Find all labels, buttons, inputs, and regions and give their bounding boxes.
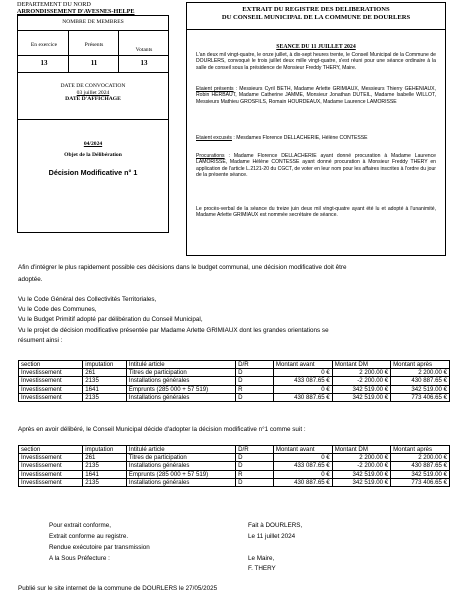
presents-paragraph [196,86,436,105]
table-cell: 1641 [83,385,126,393]
table-header-cell: imputation [83,446,126,454]
col-votants: Votants [135,47,153,53]
table-cell: Investissement [19,377,83,385]
table-cell: 342 519.00 € [332,478,390,486]
col-presents: Présents [84,42,104,48]
table-cell: 2 200.00 € [391,369,450,377]
dm-table-1 [18,360,450,402]
divider [18,72,168,73]
table-header-cell: Montant après [391,446,450,454]
table-cell: 342 519.00 € [391,470,450,478]
table-cell: D [236,369,274,377]
table-row [19,470,450,478]
pv-paragraph: Le procès-verbal de la séance du treize juin deux mil vingt-quatre ayant été lu et adopté à l'unanimité, Madame Arlette GRIMIAUX est nommée secrétaire de séance. [196,206,436,219]
after-text: Après en avoir délibéré, le Conseil Municipal décide d'adopter la décision modificative n°1 comme suit : [18,426,306,433]
table-cell: 0 € [273,470,332,478]
presents-text: : Messieurs Cyril BETH, Madame Arlette GRIMIAUX, Messieurs Thierry GEHENIAUX, Robin HERBAUT, Madame Catherine JAMME, Monsieur Jonathan DUTEIL, Madame Isabelle WILLOT, Messieurs Mathieu GROSFILS, Romain HOURDEAUX, Madame Laurence LAMORISSE [196,86,436,105]
table-cell: D [236,393,274,401]
table-cell: 2 200.00 € [391,454,450,462]
table-cell: 0 € [273,369,332,377]
table-header-cell: Montant DM [332,446,390,454]
table-cell: Investissement [19,462,83,470]
table-cell: 1641 [83,470,126,478]
department-name: DEPARTEMENT DU NORD [17,1,91,8]
table-cell: Installations générales [126,377,235,385]
table-header-row [19,446,450,454]
vu-line-4b: résument ainsi : [18,337,63,344]
vu-line-1: Vu le Code Général des Collectivités Territoriales, [18,296,157,303]
table-cell: 0 € [273,454,332,462]
table-row [19,462,450,470]
table-cell: 773 406.65 € [391,393,450,401]
table-cell: 261 [83,454,126,462]
table-cell: 261 [83,369,126,377]
excuses-paragraph [196,135,436,141]
procurations-paragraph [196,153,436,179]
delib-number: 04/2024 [83,141,103,147]
members-box [17,15,169,233]
extract-title-line1: EXTRAIT DU REGISTRE DES DELIBERATIONS [242,6,390,13]
divider [18,55,168,56]
table-cell: 430 887.65 € [391,462,450,470]
table-header-cell: Montant avant [273,361,332,369]
table-cell: Investissement [19,393,83,401]
table-cell: Investissement [19,470,83,478]
table-cell: Emprunts (285 000 + 57 519) [126,470,235,478]
footer-right-3: Le Maire, [248,555,275,562]
divider [186,29,446,30]
table-cell: 433 087.65 € [273,377,332,385]
table-cell: 342 519.00 € [391,385,450,393]
table-header-cell: imputation [83,361,126,369]
val-presents: 11 [90,59,98,67]
table-cell: 433 087.65 € [273,462,332,470]
table-header-cell: section [19,446,83,454]
objet-label: Objet de la Délibération [64,152,122,158]
table-cell: -2 200.00 € [332,462,390,470]
extract-title [190,6,442,22]
table-cell: 342 519.00 € [332,385,390,393]
footer-left-3: Rendue exécutoire par transmission [49,544,150,551]
intro-line-1: Afin d'intégrer le plus rapidement possible ces décisions dans le budget communal, une décision modificative doit être [18,264,347,271]
convocation-label: DATE DE CONVOCATION [60,83,126,89]
table-cell: Investissement [19,454,83,462]
table-cell: Installations générales [126,478,235,486]
footer-right-4: F. THERY [248,565,276,572]
table-row [19,393,450,401]
arrondissement-name: ARRONDISSEMENT D'AVESNES-HELPE [17,7,135,15]
table-cell: 2 200.00 € [332,454,390,462]
table-cell: 2135 [83,462,126,470]
col-en-exercice: En exercice [30,42,58,48]
table-cell: 2135 [83,377,126,385]
vu-line-3: Vu le Budget Primitif adopté par délibération du Conseil Municipal, [18,316,203,323]
table-header-cell: Intitulé article [126,361,235,369]
val-en-exercice: 13 [40,59,48,67]
footer-left-2: Extrait conforme au registre. [49,533,129,540]
footer-right-2: Le 11 juillet 2024 [248,533,296,540]
table-cell: R [236,470,274,478]
table-row [19,454,450,462]
table-cell: -2 200.00 € [332,377,390,385]
objet-value: Décision Modificative n° 1 [48,168,138,177]
published-note: Publié sur le site internet de la commune de DOURLERS le 27/05/2025 [18,585,218,592]
table-header-cell: D/R [236,446,274,454]
table-cell: Titres de participation [126,369,235,377]
table-cell: D [236,478,274,486]
vu-line-4: Vu le projet de décision modificative présentée par Madame Arlette GRIMIAUX dont les grandes orientations se [18,327,329,334]
table-cell: Titres de participation [126,454,235,462]
table-cell: 2135 [83,393,126,401]
table-row [19,385,450,393]
intro-line-2: adoptée. [18,276,43,283]
table-row [19,377,450,385]
vu-line-2: Vu le Code des Communes, [18,306,97,313]
seance-title: SEANCE DU 11 JUILLET 2024 [276,44,356,50]
extract-title-line2: DU CONSEIL MUNICIPAL DE LA COMMUNE DE DOURLERS [221,14,411,21]
presents-label: Etaient présents [196,86,234,92]
footer-left-4: A la Sous Préfecture : [49,555,110,562]
table-header-cell: D/R [236,361,274,369]
table-cell: Investissement [19,385,83,393]
table-cell: Installations générales [126,462,235,470]
divider [68,30,69,72]
table-cell: 342 519.00 € [332,470,390,478]
table-cell: Investissement [19,478,83,486]
table-header-cell: Montant avant [273,446,332,454]
members-title: NOMBRE DE MEMBRES [62,19,124,25]
val-votants: 13 [140,59,148,67]
table-cell: 2135 [83,478,126,486]
intro-paragraph: L'an deux mil vingt-quatre, le onze juillet, à dix-sept heures trente, le Conseil Municipal de la Commune de DOURLERS, convoqué le trois juillet deux mille vingt-quatre, s'est réuni pour une séance ordinaire à la salle de conseil sous la présidence de Monsieur Freddy THERY, Maire. [196,52,436,71]
table-cell: 430 887.65 € [391,377,450,385]
table-cell: 342 519.00 € [332,393,390,401]
table-cell: D [236,462,274,470]
convocation-date: 03 juillet 2024 [76,90,110,96]
affichage-label: DATE D'AFFICHAGE [65,96,121,102]
table-cell: D [236,454,274,462]
table-cell: 430 887.65 € [273,393,332,401]
table-cell: Investissement [19,369,83,377]
divider [18,30,168,31]
table-cell: 0 € [273,385,332,393]
dm-table-2 [18,445,450,487]
table-cell: 430 887.65 € [273,478,332,486]
table-header-cell: section [19,361,83,369]
excuses-label: Etaient excusés [196,135,232,141]
table-cell: D [236,377,274,385]
table-cell: Installations générales [126,393,235,401]
table-header-row [19,361,450,369]
department-header [17,2,135,15]
table-cell: 2 200.00 € [332,369,390,377]
procurations-text: : Madame Florence DELLACHERIE ayant donné procuration à Madame Laurence LAMORISSE, Madame Hélène CONTESSE ayant donné procuration à Monsieur Freddy THERY en application de l'article L.2121-20 du CGCT, de voter en leur nom pour les affaires inscrites à l'ordre du jour de la présente séance. [196,153,436,179]
table-row [19,478,450,486]
table-row [19,369,450,377]
table-cell: 773 406.65 € [391,478,450,486]
divider [18,119,168,120]
footer-left-1: Pour extrait conforme, [49,522,111,529]
table-cell: Emprunts (285 000 + 57 519) [126,385,235,393]
table-header-cell: Montant DM [332,361,390,369]
procurations-label: Procurations [196,153,225,159]
excuses-text: : Mesdames Florence DELLACHERIE, Hélène CONTESSE [231,135,368,141]
divider [118,30,119,72]
table-header-cell: Intitulé article [126,446,235,454]
table-cell: R [236,385,274,393]
table-header-cell: Montant après [391,361,450,369]
footer-right-1: Fait à DOURLERS, [248,522,303,529]
